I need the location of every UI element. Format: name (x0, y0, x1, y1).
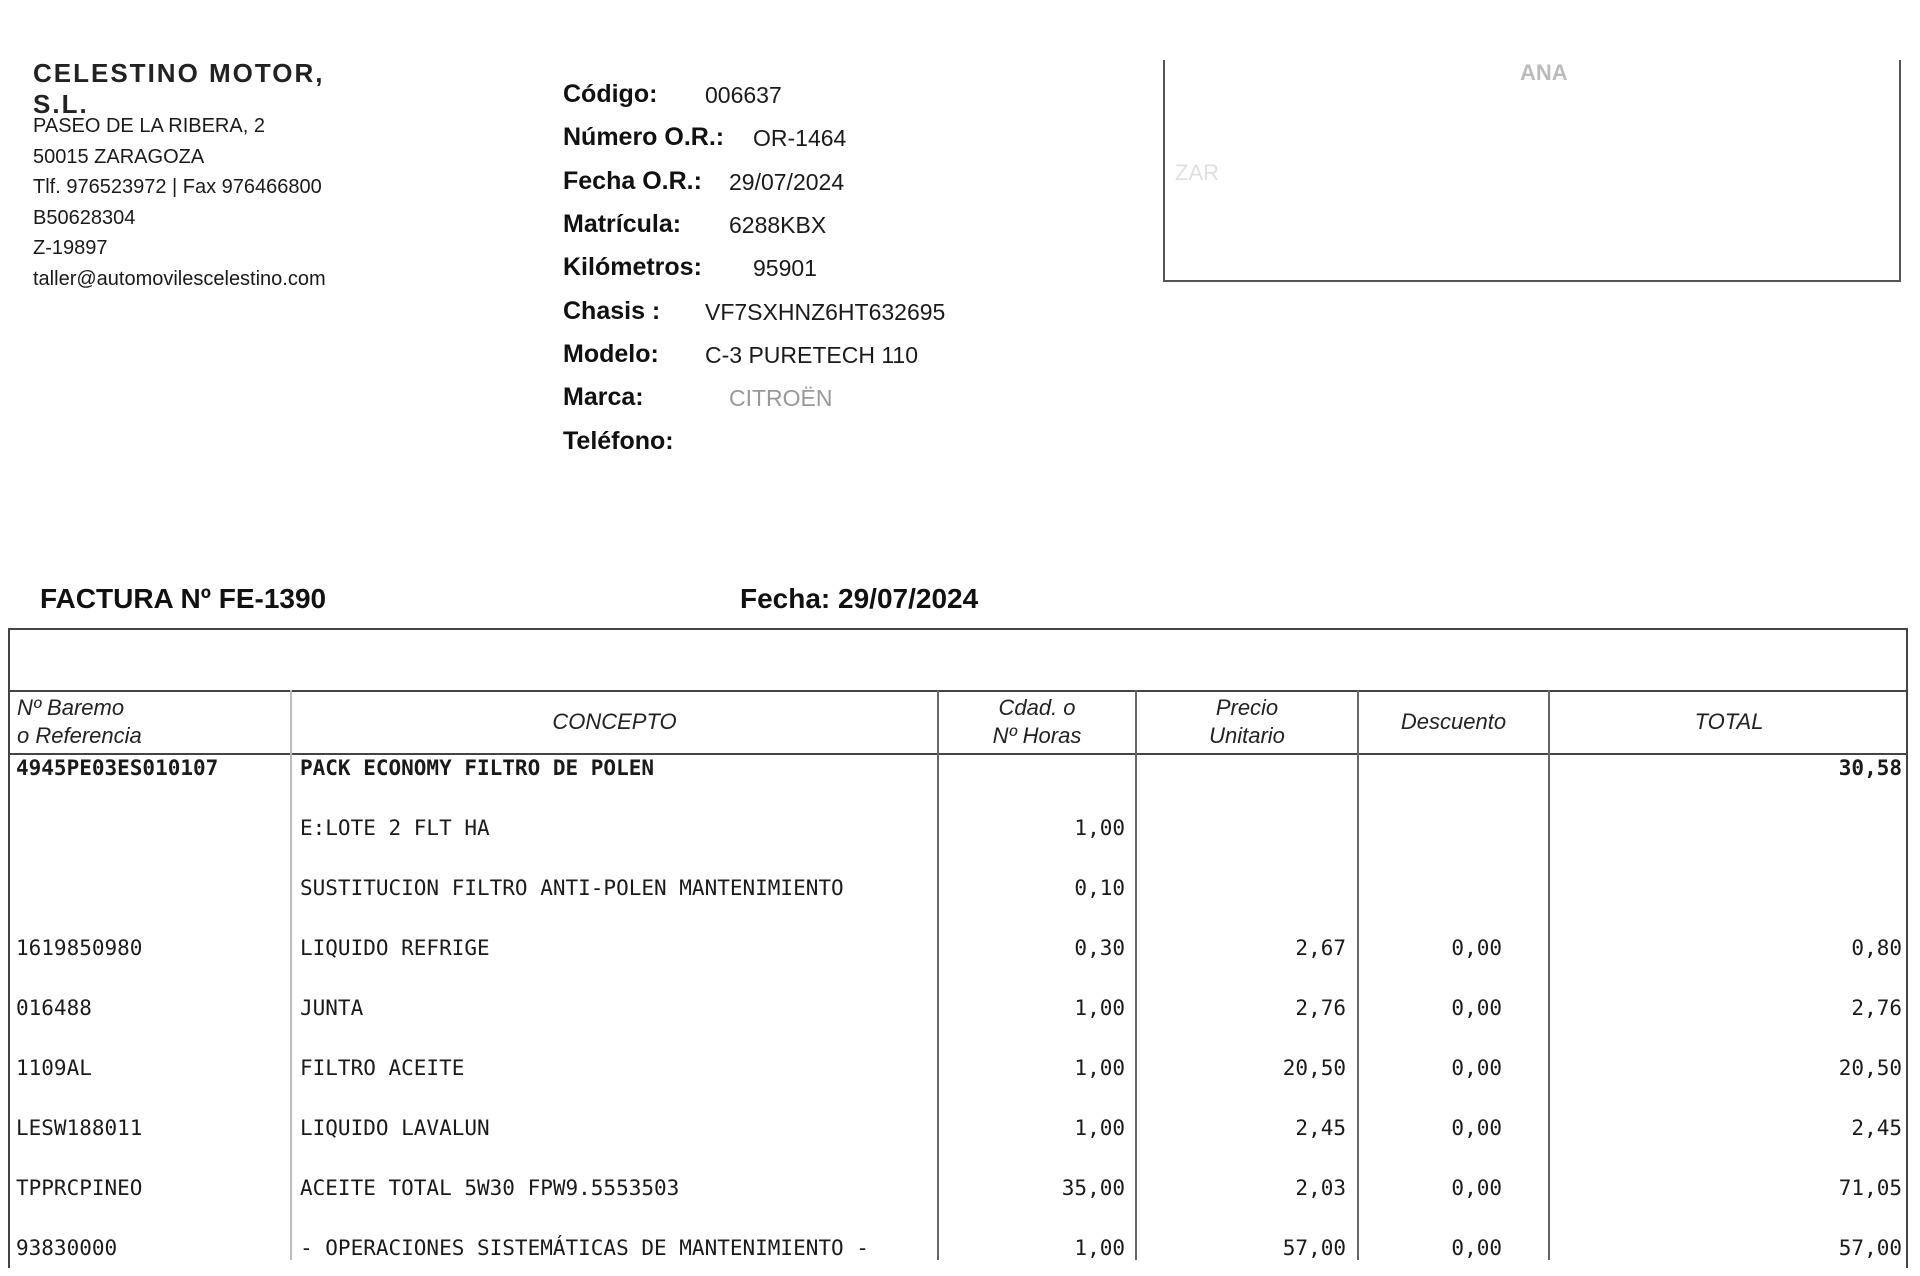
row-concept: LIQUIDO REFRIGE (300, 936, 490, 960)
header-reference (17, 694, 287, 750)
row-discount: 0,00 (1451, 1236, 1502, 1260)
chasis-label: Chasis : (563, 297, 661, 325)
company-address-line: B50628304 (33, 206, 136, 229)
row-total: 57,00 (1838, 1236, 1902, 1260)
header-unit-price-line2: Unitario (1209, 723, 1285, 748)
row-quantity: 1,00 (1074, 1236, 1125, 1260)
client-name-fragment-text: ANA (1520, 60, 1568, 85)
row-reference: 016488 (16, 996, 92, 1020)
company-address-line: PASEO DE LA RIBERA, 2 (33, 115, 265, 137)
row-concept: PACK ECONOMY FILTRO DE POLEN (300, 756, 655, 780)
header-quantity-line2: Nº Horas (992, 723, 1082, 748)
table-divider (8, 690, 1908, 692)
header-concepto: CONCEPTO (552, 709, 677, 734)
fecha-or-value: 29/07/2024 (729, 169, 845, 195)
company-address-block (33, 111, 326, 294)
row-concept: E:LOTE 2 FLT HA (300, 816, 490, 840)
row-unit-price: 2,03 (1295, 1176, 1346, 1200)
row-concept: ACEITE TOTAL 5W30 FPW9.5553503 (300, 1176, 680, 1200)
invoice-date: Fecha: 29/07/2024 (740, 583, 979, 614)
table-row (0, 1176, 1920, 1216)
row-reference: TPPRCPINEO (16, 1176, 143, 1200)
matricula-label: Matrícula: (563, 210, 682, 238)
row-discount: 0,00 (1451, 1116, 1502, 1140)
table-row (0, 816, 1920, 856)
row-unit-price: 2,45 (1295, 1116, 1346, 1140)
table-row (0, 996, 1920, 1036)
row-concept: FILTRO ACEITE (300, 1056, 465, 1080)
company-email: taller@automovilescelestino.com (33, 267, 326, 290)
row-total: 20,50 (1838, 1056, 1902, 1080)
client-city-fragment: ZAR (1175, 160, 1219, 185)
row-reference: 4945PE03ES010107 (16, 756, 219, 780)
fecha-or-label: Fecha O.R.: (563, 167, 702, 195)
row-total: 2,45 (1851, 1116, 1902, 1140)
row-total: 71,05 (1838, 1176, 1902, 1200)
modelo-value: C-3 PURETECH 110 (705, 342, 919, 368)
row-discount: 0,00 (1451, 1056, 1502, 1080)
row-unit-price: 2,76 (1295, 996, 1346, 1020)
matricula-value: 6288KBX (729, 212, 827, 238)
row-concept: SUSTITUCION FILTRO ANTI-POLEN MANTENIMIENTO (300, 876, 844, 900)
header-reference-line2: o Referencia (17, 723, 142, 748)
header-unit-price (1137, 694, 1357, 750)
header-quantity (939, 694, 1135, 750)
row-reference: 1109AL (16, 1056, 92, 1080)
or-label: Número O.R.: (563, 123, 725, 151)
modelo-label: Modelo: (563, 340, 659, 368)
row-unit-price: 20,50 (1282, 1056, 1346, 1080)
marca-label: Marca: (563, 383, 644, 411)
km-value: 95901 (753, 255, 817, 281)
row-total: 2,76 (1851, 996, 1902, 1020)
row-quantity: 1,00 (1074, 816, 1125, 840)
table-divider (8, 753, 1908, 755)
header-total: TOTAL (1694, 709, 1764, 734)
header-discount: Descuento (1400, 709, 1507, 734)
row-discount: 0,00 (1451, 996, 1502, 1020)
chasis-value: VF7SXHNZ6HT632695 (705, 299, 946, 325)
row-quantity: 1,00 (1074, 996, 1125, 1020)
row-discount: 0,00 (1451, 936, 1502, 960)
table-row (0, 1116, 1920, 1156)
or-value: OR-1464 (753, 125, 847, 151)
row-quantity: 1,00 (1074, 1116, 1125, 1140)
company-name (33, 48, 373, 119)
row-reference: 93830000 (16, 1236, 118, 1260)
table-row (0, 1236, 1920, 1276)
header-quantity-line1: Cdad. o (998, 695, 1076, 720)
row-total: 0,80 (1851, 936, 1902, 960)
codigo-value: 006637 (705, 82, 782, 108)
marca-value: CITROËN (729, 385, 833, 411)
company-address-line: Z-19897 (33, 237, 108, 259)
header-unit-price-line1: Precio (1215, 695, 1279, 720)
row-total: 30,58 (1838, 756, 1902, 780)
row-unit-price: 2,67 (1295, 936, 1346, 960)
row-reference: LESW188011 (16, 1116, 143, 1140)
table-row (0, 1056, 1920, 1096)
row-quantity: 35,00 (1061, 1176, 1125, 1200)
table-row (0, 756, 1920, 796)
row-concept: JUNTA (300, 996, 364, 1020)
header-reference-line1: Nº Baremo (17, 695, 125, 720)
invoice-title: FACTURA Nº FE-1390 (40, 583, 327, 614)
codigo-label: Código: (563, 80, 658, 108)
row-quantity: 0,30 (1074, 936, 1125, 960)
table-row (0, 876, 1920, 916)
row-discount: 0,00 (1451, 1176, 1502, 1200)
company-name-text: CELESTINO MOTOR, S.L. (33, 58, 325, 119)
table-row (0, 936, 1920, 976)
company-address-line: Tlf. 976523972 | Fax 976466800 (33, 176, 322, 198)
row-concept: - OPERACIONES SISTEMÁTICAS DE MANTENIMIENTO - (300, 1236, 869, 1260)
row-quantity: 1,00 (1074, 1056, 1125, 1080)
client-address-box (1163, 60, 1901, 282)
company-address-line: 50015 ZARAGOZA (33, 145, 205, 168)
row-unit-price: 57,00 (1282, 1236, 1346, 1260)
row-concept: LIQUIDO LAVALUN (300, 1116, 490, 1140)
row-reference: 1619850980 (16, 936, 143, 960)
telefono-label: Teléfono: (563, 427, 674, 455)
row-quantity: 0,10 (1074, 876, 1125, 900)
km-label: Kilómetros: (563, 253, 702, 281)
